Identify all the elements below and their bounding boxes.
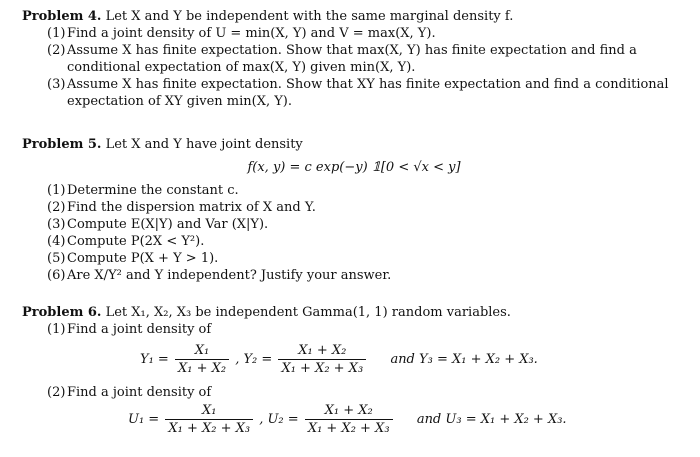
transform-u-formula bbox=[128, 402, 567, 437]
item-number: (3) bbox=[47, 217, 66, 232]
problem-6 bbox=[22, 304, 686, 338]
y2-numerator: X₁ + X₂ bbox=[298, 343, 347, 358]
item-text: Find a joint density of bbox=[67, 322, 212, 337]
item-text: Find a joint density of bbox=[67, 385, 212, 400]
u1-denominator: X₁ + X₂ + X₃ bbox=[165, 419, 253, 437]
u2-numerator: X₁ + X₂ bbox=[324, 403, 373, 418]
u2-fraction bbox=[305, 402, 393, 437]
transform-y-formula bbox=[140, 342, 538, 377]
item-number: (2) bbox=[47, 385, 66, 400]
item-text: Compute E(X|Y) and Var (X|Y). bbox=[67, 217, 269, 232]
problem-5-item-1 bbox=[22, 182, 686, 199]
problem-5-item-2 bbox=[22, 199, 686, 216]
problem-4-title: Problem 4. bbox=[22, 9, 102, 24]
item-text: Find the dispersion matrix of X and Y. bbox=[67, 200, 316, 215]
item-number: (2) bbox=[47, 200, 66, 215]
y1-lhs: Y₁ = bbox=[140, 352, 169, 367]
item-number: (4) bbox=[47, 234, 66, 249]
problem-6-item-1 bbox=[22, 321, 686, 338]
y2-lhs: , Y₂ = bbox=[235, 352, 273, 367]
y3-definition: and Y₃ = X₁ + X₂ + X₃. bbox=[390, 352, 538, 367]
problem-5-item-6 bbox=[22, 267, 686, 284]
problem-6-item-2 bbox=[22, 384, 686, 401]
item-number: (3) bbox=[47, 77, 66, 92]
problem-4-item-1 bbox=[22, 25, 686, 42]
y2-denominator: X₁ + X₂ + X₃ bbox=[278, 359, 366, 377]
y2-fraction bbox=[278, 342, 366, 377]
problem-4-item-3 bbox=[22, 76, 686, 110]
item-number: (1) bbox=[47, 322, 66, 337]
item-text: Determine the constant c. bbox=[67, 183, 239, 198]
problem-5-header bbox=[22, 136, 686, 153]
item-text: Assume X has finite expectation. Show that max(X, Y) has finite expectation and find a conditional expectation of max(X, Y) given min(X, Y). bbox=[67, 43, 637, 75]
problem-4 bbox=[22, 8, 686, 110]
u1-lhs: U₁ = bbox=[128, 412, 160, 427]
joint-density-formula: f(x, y) = c exp(−y) 𝟙[0 < √x < y] bbox=[247, 160, 461, 175]
problem-4-intro: Let X and Y be independent with the same marginal density f. bbox=[105, 9, 514, 24]
problem-5-intro: Let X and Y have joint density bbox=[105, 137, 303, 152]
problem-5-title: Problem 5. bbox=[22, 137, 102, 152]
problem-4-item-2 bbox=[22, 42, 686, 76]
problem-6-intro: Let X₁, X₂, X₃ be independent Gamma(1, 1) random variables. bbox=[105, 305, 511, 320]
problem-6-part-2 bbox=[22, 384, 686, 401]
u3-definition: and U₃ = X₁ + X₂ + X₃. bbox=[416, 412, 567, 427]
problem-5-item-4 bbox=[22, 233, 686, 250]
item-text: Assume X has finite expectation. Show that XY has finite expectation and find a conditional expectation of XY given min(X, Y). bbox=[67, 77, 669, 109]
item-text: Compute P(2X < Y²). bbox=[67, 234, 205, 249]
y1-fraction bbox=[175, 342, 229, 377]
problem-6-title: Problem 6. bbox=[22, 305, 102, 320]
problem-5-item-3 bbox=[22, 216, 686, 233]
item-number: (6) bbox=[47, 268, 66, 283]
problem-5 bbox=[22, 136, 686, 284]
problem-5-item-5 bbox=[22, 250, 686, 267]
item-number: (1) bbox=[47, 26, 66, 41]
u2-lhs: , U₂ = bbox=[259, 412, 299, 427]
item-number: (1) bbox=[47, 183, 66, 198]
item-text: Compute P(X + Y > 1). bbox=[67, 251, 219, 266]
item-text: Are X/Y² and Y independent? Justify your answer. bbox=[67, 268, 392, 283]
item-text: Find a joint density of U = min(X, Y) and V = max(X, Y). bbox=[67, 26, 436, 41]
u1-numerator: X₁ bbox=[201, 403, 217, 418]
y1-numerator: X₁ bbox=[194, 343, 210, 358]
item-number: (2) bbox=[47, 43, 66, 58]
problem-6-header bbox=[22, 304, 686, 321]
problem-4-header bbox=[22, 8, 686, 25]
u2-denominator: X₁ + X₂ + X₃ bbox=[305, 419, 393, 437]
y1-denominator: X₁ + X₂ bbox=[175, 359, 229, 377]
item-number: (5) bbox=[47, 251, 66, 266]
u1-fraction bbox=[165, 402, 253, 437]
